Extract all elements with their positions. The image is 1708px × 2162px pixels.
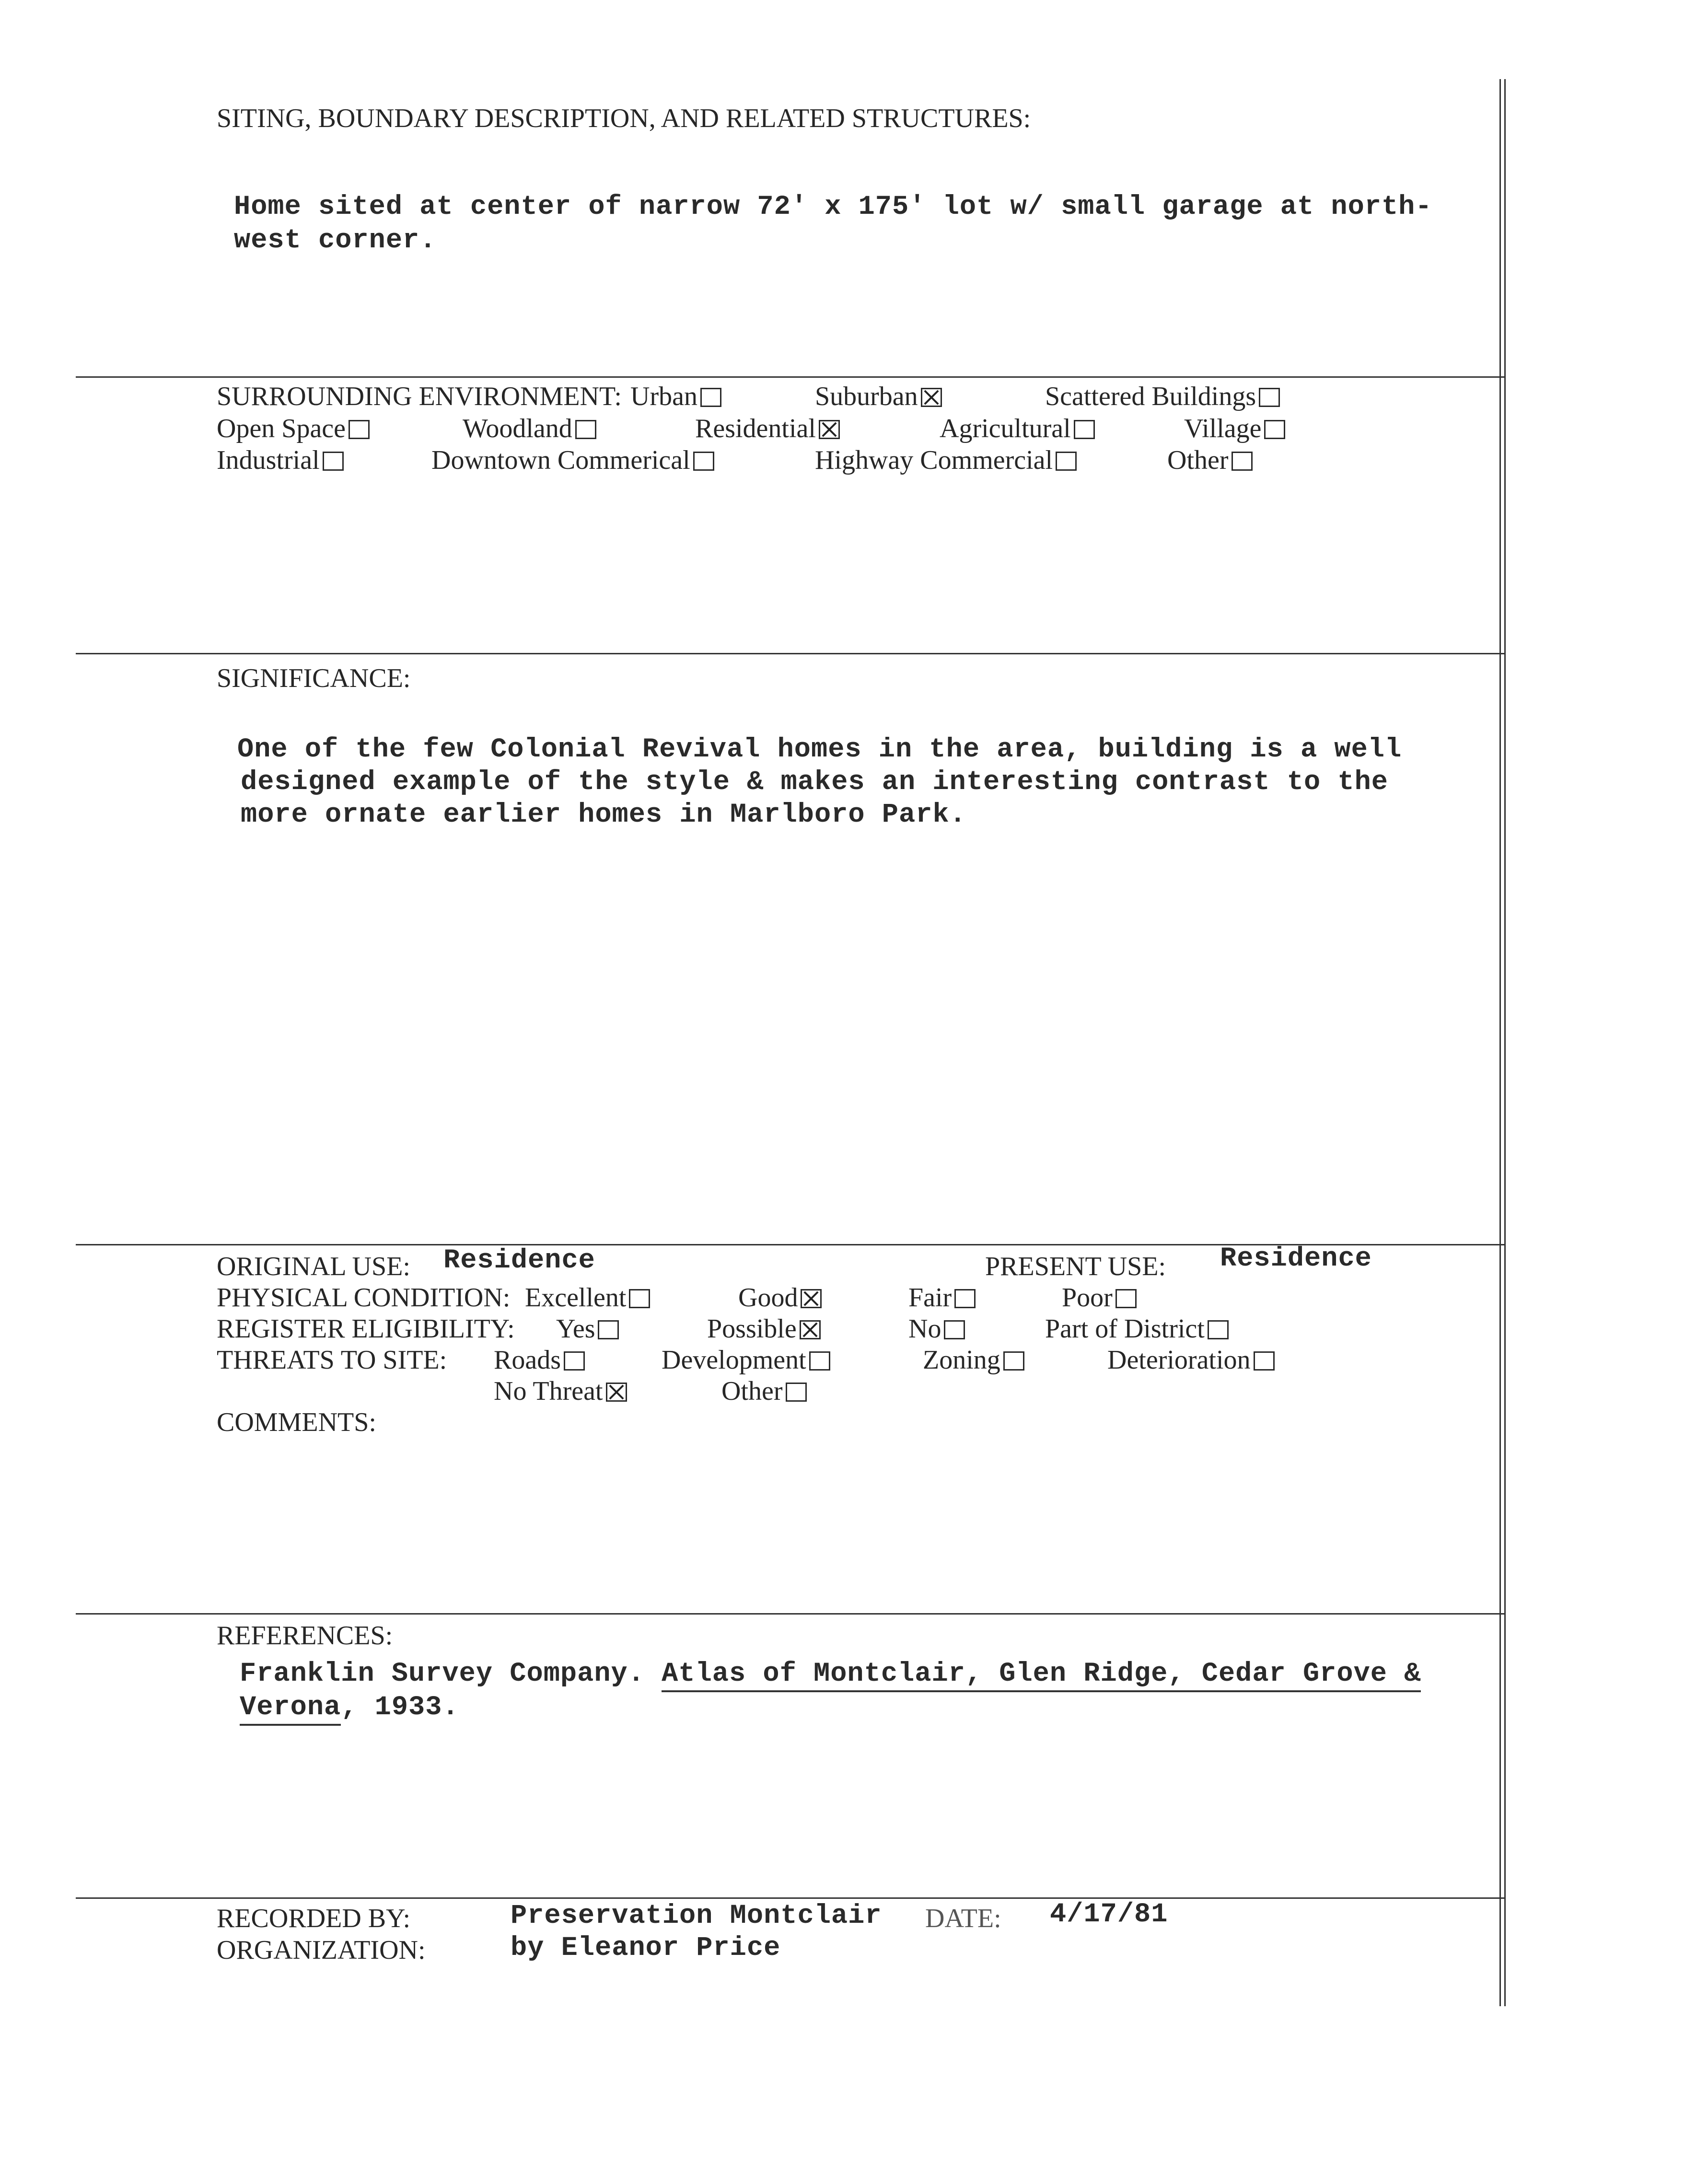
checkbox-industrial[interactable] [323,452,344,471]
env-option-open-space[interactable] [217,413,372,444]
checkbox-env-other[interactable] [1232,452,1253,471]
environment-heading: SURROUNDING ENVIRONMENT: [217,382,622,411]
eligibility-label-yes: Yes [556,1314,595,1344]
checkbox-village[interactable] [1264,420,1285,439]
divider-siting [76,376,1504,378]
threat-label-development: Development [662,1345,806,1375]
checkbox-no-threat[interactable] [606,1383,627,1402]
recorded-by-value: Preservation Montclair [511,1901,882,1931]
references-heading: REFERENCES: [217,1621,393,1651]
reference-line1 [240,1659,1421,1689]
siting-text-line2: west corner. [234,225,437,256]
present-use-value: Residence [1220,1244,1372,1274]
checkbox-poor[interactable] [1115,1289,1137,1308]
threat-option-other[interactable] [721,1376,810,1406]
eligibility-option-no[interactable] [908,1313,968,1344]
threat-label-other: Other [721,1376,783,1406]
checkbox-no[interactable] [944,1320,965,1339]
checkbox-scattered-buildings[interactable] [1259,388,1280,407]
threat-option-deterioration[interactable] [1107,1345,1278,1375]
checkbox-urban[interactable] [700,388,721,407]
checkbox-threat-other[interactable] [786,1383,807,1402]
env-option-woodland[interactable] [463,413,599,444]
recorded-by-label: RECORDED BY: [217,1904,411,1933]
original-use-value: Residence [443,1245,595,1276]
env-label-woodland: Woodland [463,414,572,443]
threat-label-roads: Roads [494,1345,561,1375]
threat-option-zoning[interactable] [923,1345,1027,1375]
comments-label: COMMENTS: [217,1407,376,1437]
divider-environment [76,653,1504,654]
significance-text-line2: designed example of the style & makes an interesting contrast to the [241,767,1388,798]
divider-references [76,1897,1504,1899]
env-label-residential: Residential [695,414,816,443]
eligibility-option-part-of-district[interactable] [1045,1313,1232,1344]
eligibility-label-possible: Possible [707,1314,797,1344]
present-use-label: PRESENT USE: [985,1252,1166,1281]
threat-label-deterioration: Deterioration [1107,1345,1251,1375]
threat-label-no-threat: No Threat [494,1376,603,1406]
checkbox-open-space[interactable] [349,420,370,439]
date-value: 4/17/81 [1050,1899,1168,1930]
env-option-industrial[interactable] [217,445,347,476]
condition-option-fair[interactable] [908,1282,978,1313]
checkbox-excellent[interactable] [629,1289,650,1308]
physical-condition-label: PHYSICAL CONDITION: [217,1283,511,1313]
checkbox-part-of-district[interactable] [1208,1320,1229,1339]
reference-author: Franklin Survey Company. [240,1659,645,1689]
env-label-village: Village [1184,414,1262,443]
checkbox-roads[interactable] [564,1351,585,1371]
env-option-agricultural[interactable] [940,413,1098,444]
condition-option-good[interactable] [738,1282,825,1313]
reference-title-part2: Verona [240,1692,341,1726]
checkbox-residential[interactable] [819,420,840,439]
env-label-agricultural: Agricultural [940,414,1071,443]
checkbox-woodland[interactable] [575,420,596,439]
checkbox-deterioration[interactable] [1254,1351,1275,1371]
threats-label: THREATS TO SITE: [217,1345,447,1375]
date-label: DATE: [925,1904,1001,1933]
significance-heading: SIGNIFICANCE: [217,663,411,693]
condition-option-poor[interactable] [1062,1282,1139,1313]
threat-option-development[interactable] [662,1345,833,1375]
env-label-industrial: Industrial [217,445,320,475]
checkbox-highway-commercial[interactable] [1056,452,1077,471]
threat-option-roads[interactable] [494,1345,588,1375]
env-option-village[interactable] [1184,413,1288,444]
env-label-highway-commercial: Highway Commercial [815,445,1053,475]
right-border-line-inner [1504,79,1506,2006]
env-label-other: Other [1167,445,1229,475]
register-eligibility-label: REGISTER ELIGIBILITY: [217,1314,515,1344]
siting-heading: SITING, BOUNDARY DESCRIPTION, AND RELATED STRUCTURES: [217,104,1031,133]
condition-label-excellent: Excellent [525,1283,627,1313]
original-use-label: ORIGINAL USE: [217,1252,410,1281]
right-border-line [1499,79,1501,2006]
env-label-open-space: Open Space [217,414,346,443]
divider-comments [76,1613,1504,1615]
checkbox-development[interactable] [809,1351,830,1371]
threat-option-no-threat[interactable] [494,1376,630,1406]
checkbox-zoning[interactable] [1003,1351,1024,1371]
organization-value: by Eleanor Price [511,1933,781,1964]
eligibility-option-yes[interactable] [556,1313,622,1344]
checkbox-downtown-commercial[interactable] [693,452,714,471]
env-label-downtown-commercial: Downtown Commerical [431,445,690,475]
condition-label-fair: Fair [908,1283,952,1313]
siting-text-line1: Home sited at center of narrow 72' x 175' lot w/ small garage at north- [234,192,1432,222]
reference-line2 [240,1692,459,1723]
eligibility-label-part-of-district: Part of District [1045,1314,1205,1344]
organization-label: ORGANIZATION: [217,1935,426,1965]
checkbox-possible[interactable] [800,1320,821,1339]
significance-text-line3: more ornate earlier homes in Marlboro Park. [241,800,966,830]
threat-label-zoning: Zoning [923,1345,1000,1375]
condition-option-excellent[interactable] [525,1282,653,1313]
env-label-scattered-buildings: Scattered Buildings [1045,382,1256,411]
checkbox-good[interactable] [801,1289,822,1308]
significance-text-line1: One of the few Colonial Revival homes in the area, building is a well [237,734,1402,765]
env-option-other[interactable] [1167,445,1255,476]
env-option-residential[interactable] [695,413,843,444]
checkbox-yes[interactable] [598,1320,619,1339]
checkbox-suburban[interactable] [921,388,942,407]
env-option-downtown-commercial[interactable] [431,445,717,476]
checkbox-agricultural[interactable] [1074,420,1095,439]
env-option-scattered-buildings[interactable] [1045,381,1283,412]
reference-title-part1: Atlas of Montclair, Glen Ridge, Cedar Grove & [662,1659,1421,1692]
env-option-highway-commercial[interactable] [815,445,1080,476]
env-label-urban: Urban [630,382,697,411]
env-label-suburban: Suburban [815,382,918,411]
eligibility-label-no: No [908,1314,941,1344]
checkbox-fair[interactable] [954,1289,976,1308]
env-option-suburban[interactable] [815,381,945,412]
condition-label-poor: Poor [1062,1283,1113,1313]
env-option-urban[interactable] [630,381,724,412]
condition-label-good: Good [738,1283,798,1313]
eligibility-option-possible[interactable] [707,1313,824,1344]
reference-year: , 1933. [341,1692,459,1723]
